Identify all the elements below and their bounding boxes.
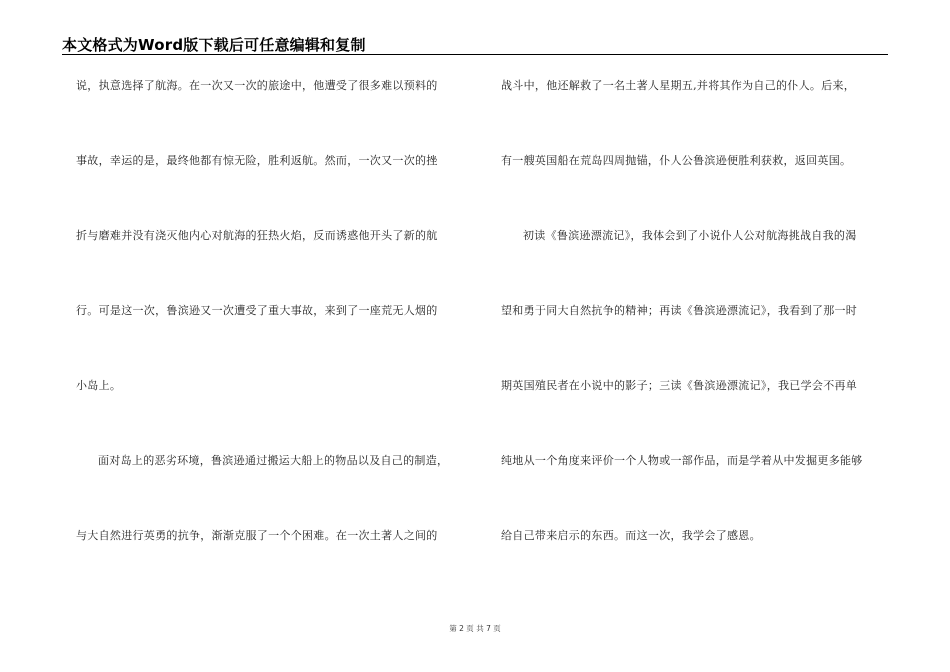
text-line: 战斗中，他还解救了一名土著人星期五,并将其作为自己的仆人。后来，: [501, 79, 856, 92]
text-line: 给自己带来启示的东西。而这一次，我学会了感恩。: [501, 529, 761, 542]
text-line: 纯地从一个角度来评价一个人物或一部作品，而是学着从中发掘更多能够: [501, 454, 863, 467]
right-text-column: [501, 60, 887, 620]
text-line: 初读《鲁滨逊漂流记》，我体会到了小说仆人公对航海挑战自我的渴: [523, 229, 857, 242]
text-line: 行。可是这一次，鲁滨逊又一次遭受了重大事故，来到了一座荒无人烟的: [76, 304, 438, 317]
text-line: 望和勇于同大自然抗争的精神；再读《鲁滨逊漂流记》，我看到了那一时: [501, 304, 858, 317]
page-number-footer: 第 2 页 共 7 页: [449, 624, 501, 633]
text-line: 有一艘英国船在荒岛四周抛锚，仆人公鲁滨逊便胜利获救，返回英国。: [501, 154, 852, 167]
header-divider: [62, 54, 888, 55]
text-line: 说，执意选择了航海。在一次又一次的旅途中，他遭受了很多难以预料的: [76, 79, 438, 92]
text-line: 折与磨难并没有浇灭他内心对航海的狂热火焰，反而诱惑他开头了新的航: [76, 229, 438, 242]
text-line: 与大自然进行英勇的抗争，渐渐克服了一个个困难。在一次土著人之间的: [76, 529, 438, 542]
document-header-title: 本文格式为Word版下载后可任意编辑和复制: [62, 36, 366, 54]
text-line: 期英国殖民者在小说中的影子；三读《鲁滨逊漂流记》，我已学会不再单: [501, 379, 858, 392]
text-line: 事故，幸运的是，最终他都有惊无险，胜利返航。然而，一次又一次的挫: [76, 154, 438, 167]
text-line: 小岛上。: [76, 379, 122, 392]
left-text-column: [76, 60, 462, 620]
text-line: 面对岛上的恶劣环境，鲁滨逊通过搬运大船上的物品以及自己的制造，: [98, 454, 449, 467]
